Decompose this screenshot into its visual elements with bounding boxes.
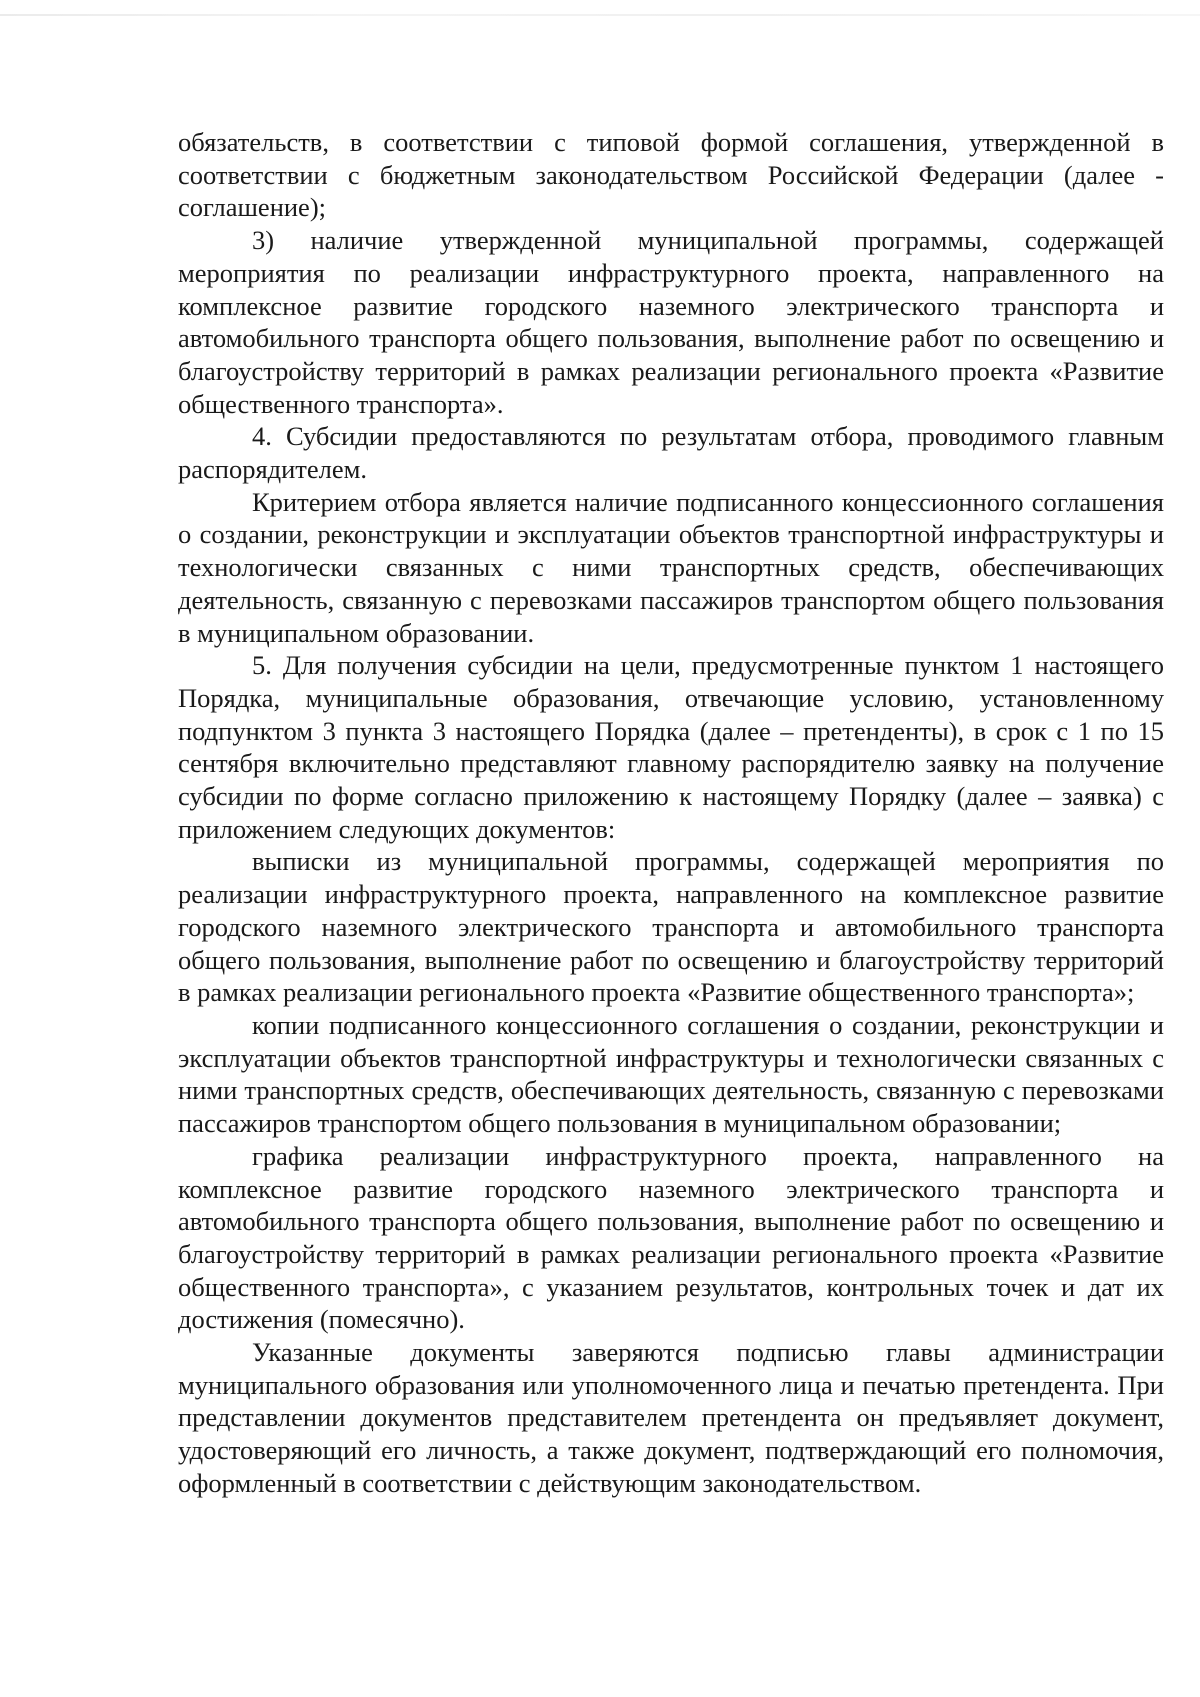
scan-edge-line: [0, 14, 1200, 16]
paragraph-item-4: 4. Субсидии предоставляются по результатам отбора, проводимого главным распорядителем.: [178, 421, 1164, 485]
paragraph-project-schedule: графика реализации инфраструктурного проекта, направленного на комплексное развитие городского наземного электрического транспорта и автомобильного транспорта общего пользования, выполнение работ по освещению и благоустройству территорий в рамках реализации регионального проекта «Развитие общественного транспорта», с указанием результатов, контрольных точек и дат их достижения (помесячно).: [178, 1140, 1164, 1335]
paragraph-condition-3: 3) наличие утвержденной муниципальной программы, содержащей мероприятия по реализации инфраструктурного проекта, направленного на комплексное развитие городского наземного электрического транспорта и автомобильного транспорта общего пользования, выполнение работ по освещению и благоустройству территорий в рамках реализации регионального проекта «Развитие общественного транспорта».: [178, 225, 1164, 419]
paragraph-selection-criterion: Критерием отбора является наличие подписанного концессионного соглашения о создании, реконструкции и эксплуатации объектов транспортной инфраструктуры и технологически связанных с ними транспортных средств, обеспечивающих деятельность, связанную с перевозками пассажиров транспортом общего пользования в муниципальном образовании.: [178, 486, 1164, 648]
document-body: [178, 126, 1164, 1500]
paragraph-program-extract: выписки из муниципальной программы, содержащей мероприятия по реализации инфраструктурного проекта, направленного на комплексное развитие городского наземного электрического транспорта и автомобильного транспорта общего пользования, выполнение работ по освещению и благоустройству территорий в рамках реализации регионального проекта «Развитие общественного транспорта»;: [178, 846, 1164, 1008]
paragraph-certification: Указанные документы заверяются подписью главы администрации муниципального образования или уполномоченного лица и печатью претендента. При представлении документов представителем претендента он предъявляет документ, удостоверяющий его личность, а также документ, подтверждающий его полномочия, оформленный в соответствии с действующим законодательством.: [178, 1337, 1164, 1498]
paragraph-concession-copy: копии подписанного концессионного соглашения о создании, реконструкции и эксплуатации объектов транспортной инфраструктуры и технологически связанных с ними транспортных средств, обеспечивающих деятельность, связанную с перевозками пассажиров транспортом общего пользования в муниципальном образовании;: [178, 1009, 1164, 1139]
paragraph-item-5: 5. Для получения субсидии на цели, предусмотренные пунктом 1 настоящего Порядка, муниципальные образования, отвечающие условию, установленному подпунктом 3 пункта 3 настоящего Порядка (далее – претенденты), в срок с 1 по 15 сентября включительно представляют главному распорядителю заявку на получение субсидии по форме согласно приложению к настоящему Порядку (далее – заявка) с приложением следующих документов:: [178, 650, 1164, 844]
paragraph-agreement-continuation: обязательств, в соответствии с типовой формой соглашения, утвержденной в соответствии с бюджетным законодательством Российской Федерации (далее - соглашение);: [178, 127, 1164, 223]
